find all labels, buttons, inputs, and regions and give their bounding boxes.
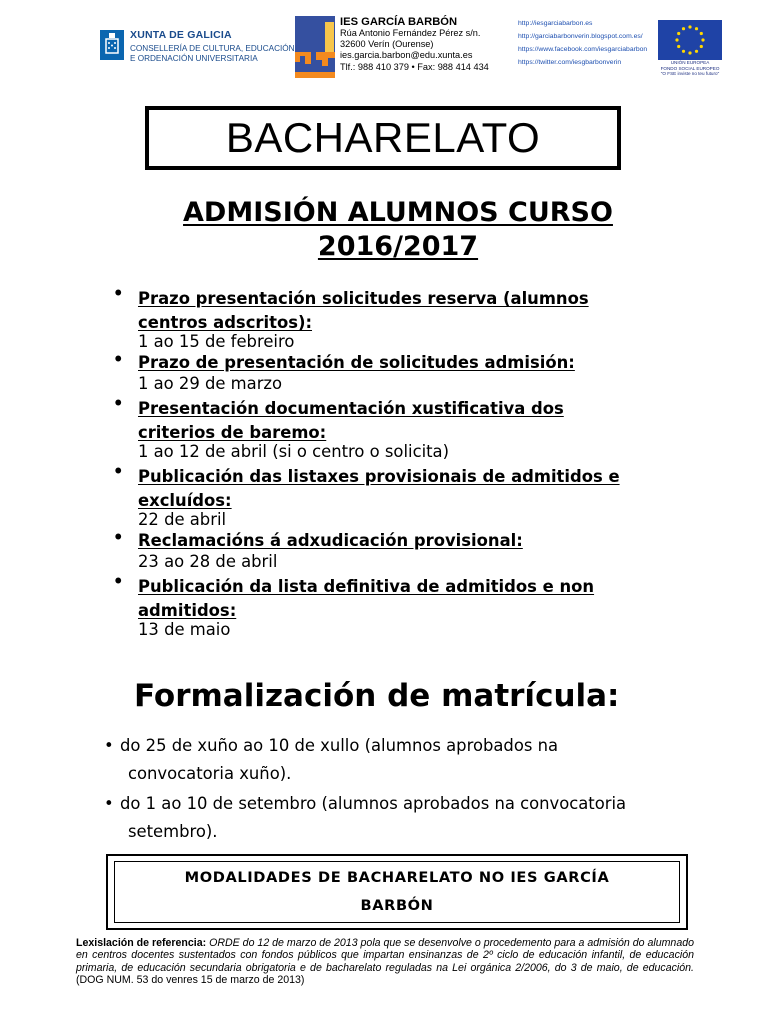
twitter-link[interactable]: https://twitter.com/iesgbarbonverin [518, 59, 622, 66]
subtitle-line-2: 2016/2017 [317, 231, 479, 262]
xunta-block [100, 29, 295, 78]
bullet-icon: • [104, 794, 114, 813]
school-logo-icon [295, 16, 335, 78]
modalities-heading: MODALIDADES DE BACHARELATO NO IES GARCÍA BARBÓN [114, 861, 680, 923]
list-item [104, 790, 704, 846]
list-item [110, 572, 674, 640]
eu-block [656, 20, 724, 78]
web-links [518, 17, 647, 69]
enrolment-list [104, 732, 704, 848]
xunta-name: XUNTA DE GALICIA [130, 29, 232, 41]
list-item [110, 352, 674, 394]
deadline-label: Prazo presentación solicitudes reserva (alumnos [138, 289, 589, 308]
school-contact [340, 16, 489, 73]
bullet-icon: • [113, 394, 124, 413]
deadline-label: Publicación das listaxes provisionais de admitidos e [138, 467, 620, 486]
deadline-date: 1 ao 15 de febreiro [138, 332, 295, 351]
school-email[interactable]: ies.garcia.barbon@edu.xunta.es [340, 50, 473, 61]
deadline-label-cont: admitidos: [138, 601, 237, 620]
facebook-link[interactable]: https://www.facebook.com/iesgarciabarbon [518, 46, 648, 53]
deadline-date: 1 ao 12 de abril (si o centro o solicita) [138, 442, 449, 461]
bullet-icon: • [113, 284, 124, 303]
bullet-icon: • [104, 736, 114, 755]
legal-reference-label: Lexislación de referencia: [76, 937, 207, 949]
school-address-line: Rúa Antonio Fernández Pérez s/n. [340, 28, 481, 38]
deadline-label: Reclamacións á adxudicación provisional: [138, 531, 523, 550]
modalities-box [106, 854, 688, 930]
deadline-label-cont: centros adscritos): [138, 313, 313, 332]
deadline-date: 1 ao 29 de marzo [138, 374, 283, 393]
bullet-icon: • [113, 462, 124, 481]
deadline-label-cont: excluídos: [138, 491, 232, 510]
bullet-icon: • [113, 528, 124, 547]
letterhead [96, 14, 726, 78]
school-name: IES GARCÍA BARBÓN [340, 16, 458, 28]
list-item [110, 530, 674, 572]
blog-link[interactable]: http://garciabarbonverin.blogspot.com.es/ [518, 33, 643, 40]
website-link[interactable]: http://iesgarciabarbon.es [518, 20, 593, 27]
deadline-date: 13 de maio [138, 620, 231, 639]
school-city-line: 32600 Verín (Ourense) [340, 39, 434, 50]
deadline-label-cont: criterios de baremo: [138, 423, 327, 442]
legal-reference-text: ORDE do 12 de marzo de 2013 pola que se desenvolve o procedemento para a admisión do alumnado en centros docentes sustentados con fondos públicos que impartan ensinanzas de 2º ciclo de educación infantil, de educación primaria, de educación secundaria obrigatoria e de bacharelato reguladas na Lei orgánica 2/2006, do 3 de maio, de educación. [76, 937, 694, 974]
bullet-icon: • [113, 572, 124, 591]
enrolment-period-cont: convocatoria xuño). [128, 764, 292, 783]
admission-deadlines-list [110, 284, 674, 640]
deadline-label: Prazo de presentación de solicitudes admisión: [138, 353, 575, 372]
eu-caption: UNIÓN EUROPEA FONDO SOCIAL EUROPEO "O FSE inviste no teu futuro" [660, 60, 720, 76]
page-title: BACHARELATO [225, 114, 541, 161]
school-phone: Tlf.: 988 410 379 • Fax: 988 414 434 [340, 61, 489, 72]
deadline-label: Presentación documentación xustificativa dos [138, 399, 564, 418]
list-item [110, 284, 674, 352]
deadline-date: 22 de abril [138, 510, 227, 529]
deadline-label: Publicación da lista definitiva de admitidos e non [138, 577, 595, 596]
subtitle-line-1: ADMISIÓN ALUMNOS CURSO [183, 197, 613, 228]
list-item [110, 462, 674, 530]
bullet-icon: • [113, 350, 124, 369]
xunta-emblem-icon [100, 30, 124, 60]
list-item [110, 394, 674, 462]
title-box [145, 106, 621, 170]
enrolment-period: do 25 de xuño ao 10 de xullo (alumnos aprobados na [120, 736, 559, 755]
xunta-department: CONSELLERÍA DE CULTURA, EDUCACIÓN E ORDENACIÓN UNIVERSITARIA [130, 44, 295, 63]
enrolment-period: do 1 ao 10 de setembro (alumnos aprobados na convocatoria [120, 794, 627, 813]
deadline-date: 23 ao 28 de abril [138, 552, 278, 571]
legal-reference [76, 937, 694, 987]
legal-reference-dog: (DOG NUM. 53 do venres 15 de marzo de 2013) [76, 974, 305, 987]
enrolment-period-cont: setembro). [128, 822, 218, 841]
subtitle [80, 196, 716, 264]
enrolment-heading: Formalización de matrícula: [134, 678, 620, 714]
list-item [104, 732, 704, 788]
eu-flag-icon [658, 20, 722, 60]
